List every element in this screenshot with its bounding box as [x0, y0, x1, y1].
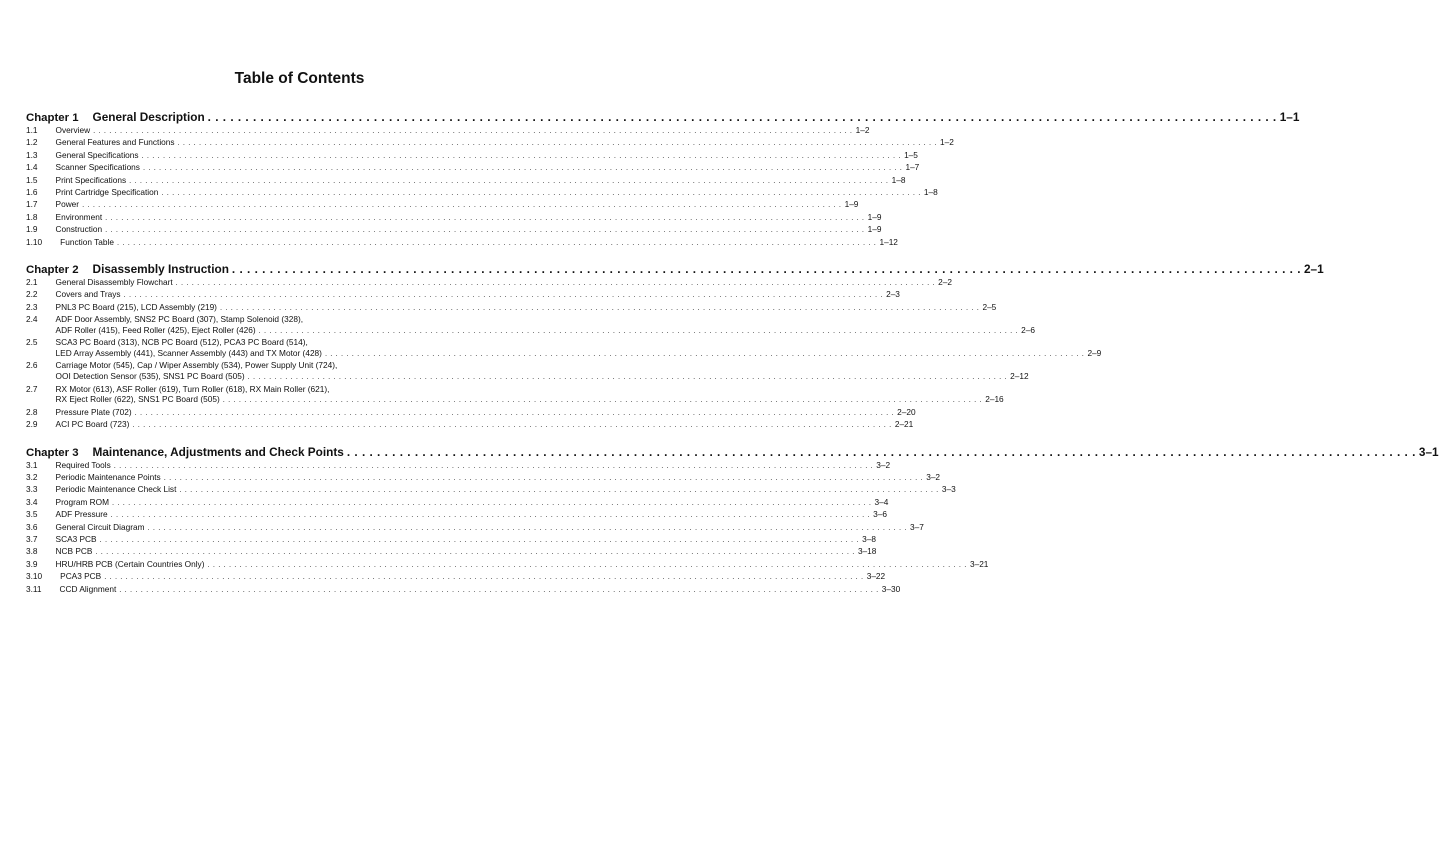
dot-leader [93, 126, 853, 135]
section-number: 2.6 [26, 360, 38, 371]
chapter-heading[interactable] [26, 110, 1300, 124]
section-line [56, 348, 1102, 360]
section-title: ADF Roller (415), Feed Roller (425), Eject Roller (426) [55, 324, 256, 335]
section-number: 2.9 [26, 419, 38, 430]
chapter-page-number: 2–1 [1303, 261, 1324, 276]
section-line [56, 484, 956, 494]
section-page-number: 3–2 [926, 472, 941, 482]
section-body [56, 522, 924, 532]
toc-entry[interactable] [26, 558, 989, 571]
dot-leader [143, 163, 903, 172]
chapter-page-number: 1–1 [1279, 110, 1300, 124]
section-title: OOI Detection Sensor (535), SNS1 PC Board (505) [55, 371, 245, 382]
section-title: General Disassembly Flowchart [55, 276, 173, 287]
section-number: 2.5 [26, 337, 38, 348]
chapter-block [26, 110, 1300, 249]
dot-leader [223, 395, 983, 404]
toc-entry[interactable] [26, 224, 882, 236]
dot-leader [161, 188, 921, 197]
section-title: RX Eject Roller (622), SNS1 PC Board (505) [55, 394, 220, 405]
section-body [56, 460, 891, 470]
dot-leader [111, 510, 871, 519]
section-body [56, 534, 876, 544]
section-number: 2.3 [26, 301, 38, 312]
section-line [56, 175, 906, 185]
section-page-number: 1–7 [905, 162, 920, 173]
dot-leader [132, 420, 892, 429]
toc-entry[interactable] [26, 419, 914, 431]
dot-leader [164, 473, 924, 482]
section-title: ACI PC Board (723) [55, 419, 130, 430]
section-title: Scanner Specifications [55, 162, 140, 173]
section-line [56, 559, 989, 569]
dot-leader [220, 303, 980, 312]
dot-leader [176, 278, 936, 287]
section-number: 1.7 [26, 199, 38, 210]
section-line [56, 522, 924, 532]
dot-leader [208, 110, 1277, 124]
toc-entry[interactable] [26, 211, 882, 224]
section-page-number: 3–3 [941, 484, 956, 495]
section-page-number: 1–2 [940, 137, 954, 148]
toc-entry[interactable] [26, 199, 859, 211]
dot-leader [259, 326, 1019, 335]
chapter-page-number: 3–1 [1418, 444, 1439, 459]
section-page-number: 1–8 [891, 174, 906, 185]
section-number: 1.8 [26, 211, 38, 222]
section-line [56, 289, 900, 299]
section-number: 3.6 [26, 521, 38, 532]
chapter-heading[interactable] [26, 261, 1324, 276]
section-line [56, 419, 914, 429]
section-page-number: 3–30 [881, 583, 901, 594]
dot-leader [100, 535, 860, 544]
section-title: HRU/HRB PCB (Certain Countries Only) [55, 558, 205, 569]
section-page-number: 1–12 [879, 236, 898, 247]
section-body [56, 162, 920, 172]
dot-leader [105, 225, 865, 234]
toc-entry[interactable] [26, 174, 906, 187]
toc-entry[interactable] [26, 406, 916, 419]
section-line [56, 394, 1004, 406]
dot-leader [104, 572, 864, 581]
section-number: 1.3 [26, 149, 38, 160]
section-number: 3.11 [26, 583, 42, 594]
section-body [56, 384, 1004, 407]
section-title: Program ROM [55, 496, 110, 507]
section-title-line: RX Motor (613), ASF Roller (619), Turn Roller (618), RX Main Roller (621), [55, 383, 330, 394]
section-line [56, 546, 877, 556]
dot-leader [82, 200, 842, 209]
dot-leader [105, 213, 865, 222]
section-number: 3.9 [26, 558, 38, 569]
section-page-number: 2–21 [894, 419, 914, 430]
section-number: 3.8 [26, 546, 38, 557]
chapter-label: Chapter 2 [26, 263, 79, 276]
section-page-number: 3–2 [876, 459, 891, 470]
dot-leader [178, 138, 938, 147]
dot-leader [112, 498, 872, 507]
toc-entry[interactable] [26, 509, 887, 521]
section-title: Covers and Trays [55, 289, 121, 300]
section-line [56, 407, 916, 417]
section-number: 2.2 [26, 289, 38, 300]
section-page-number: 1–8 [923, 186, 938, 197]
toc-entry[interactable] [26, 533, 876, 546]
chapter-heading[interactable] [26, 444, 1439, 459]
toc-entry[interactable] [26, 162, 920, 174]
chapter-block [26, 261, 1324, 432]
section-body [56, 212, 882, 222]
section-line [56, 509, 887, 519]
section-title: Periodic Maintenance Points [55, 472, 161, 482]
dot-leader [142, 151, 902, 160]
section-line [56, 199, 859, 209]
toc-entry[interactable] [26, 360, 1029, 383]
section-body [60, 571, 885, 581]
chapter-title: General Description [92, 110, 205, 124]
section-body [56, 289, 900, 299]
section-body [56, 302, 997, 312]
section-body [56, 509, 887, 519]
dot-leader [95, 547, 855, 556]
section-number: 3.7 [26, 533, 38, 544]
toc-entry[interactable] [26, 125, 870, 137]
section-number: 2.8 [26, 406, 38, 417]
section-title: Periodic Maintenance Check List [55, 484, 177, 495]
section-title: General Specifications [55, 149, 139, 160]
chapter-block [26, 444, 1439, 596]
section-page-number: 2–5 [982, 301, 997, 312]
section-page-number: 2–2 [938, 276, 953, 287]
section-number: 1.6 [26, 186, 38, 197]
section-number: 2.4 [26, 314, 38, 325]
section-number: 3.4 [26, 496, 38, 507]
section-line [56, 497, 889, 507]
section-line [56, 277, 952, 287]
dot-leader [119, 585, 879, 594]
section-number: 1.1 [26, 125, 38, 135]
section-body [56, 497, 889, 507]
section-title: Construction [55, 224, 103, 235]
section-number: 1.5 [26, 174, 38, 185]
section-body [56, 484, 956, 494]
dot-leader [129, 176, 889, 185]
toc-entry[interactable] [26, 137, 954, 149]
section-line [56, 162, 920, 172]
section-body [56, 224, 882, 234]
section-line [56, 212, 882, 222]
section-page-number: 3–22 [866, 571, 886, 582]
section-number: 3.5 [26, 509, 38, 520]
toc-entry[interactable] [26, 337, 1102, 360]
section-page-number: 3–7 [910, 521, 924, 532]
section-title: PCA3 PCB [60, 571, 102, 582]
section-body [60, 584, 901, 594]
section-line [56, 325, 1035, 337]
section-title-line: ADF Door Assembly, SNS2 PC Board (307), Stamp Solenoid (328), [55, 314, 304, 325]
section-title-line: SCA3 PC Board (313), NCB PC Board (512), PCA3 PC Board (514), [55, 337, 308, 348]
section-body [56, 559, 989, 569]
section-title: PNL3 PC Board (215), LCD Assembly (219) [55, 301, 217, 312]
section-number: 1.10 [26, 236, 43, 247]
section-line [56, 460, 891, 470]
section-body [56, 150, 918, 160]
section-title: Function Table [60, 236, 114, 247]
toc-entry[interactable] [26, 472, 941, 484]
section-title: CCD Alignment [59, 583, 117, 594]
section-line [56, 472, 941, 482]
section-title: Environment [55, 211, 103, 222]
section-title: General Features and Functions [55, 137, 175, 148]
section-line [56, 302, 997, 312]
section-page-number: 1–5 [904, 149, 918, 160]
section-body [56, 187, 938, 197]
toc-entry[interactable] [26, 383, 1004, 407]
dot-leader [117, 238, 877, 247]
section-page-number: 2–16 [985, 394, 1004, 405]
section-page-number: 2–12 [1010, 371, 1029, 382]
dot-leader [135, 408, 895, 417]
dot-leader [232, 262, 1301, 276]
section-page-number: 1–9 [867, 211, 882, 222]
toc-entry[interactable] [26, 521, 924, 534]
section-page-number: 3–6 [873, 509, 887, 520]
toc-entry[interactable] [26, 571, 886, 583]
section-number: 2.7 [26, 383, 38, 394]
toc-entry[interactable] [26, 236, 898, 249]
section-line [56, 150, 918, 160]
toc-entry[interactable] [26, 149, 918, 162]
chapter-title: Maintenance, Adjustments and Check Points [92, 444, 344, 459]
section-number: 2.1 [26, 276, 38, 287]
section-page-number: 2–20 [897, 406, 916, 417]
section-body [56, 337, 1102, 360]
page-title: Table of Contents [234, 70, 365, 87]
section-title: Print Specifications [55, 174, 127, 185]
section-title: General Circuit Diagram [55, 521, 145, 532]
chapter-label: Chapter 3 [26, 446, 79, 459]
toc-entry[interactable] [26, 314, 1036, 337]
section-body [56, 137, 954, 147]
section-number: 1.4 [26, 162, 38, 173]
section-title: Power [55, 199, 80, 210]
section-line [56, 371, 1029, 383]
dot-leader [207, 560, 967, 569]
section-body [60, 237, 898, 247]
dot-leader [179, 485, 939, 494]
dot-leader [148, 523, 908, 532]
section-page-number: 1–9 [844, 199, 859, 210]
section-title: LED Array Assembly (441), Scanner Assembly (443) and TX Motor (428) [55, 348, 322, 359]
toc-entry[interactable] [26, 301, 997, 314]
dot-leader [114, 461, 874, 470]
dot-leader [248, 372, 1008, 381]
section-page-number: 2–9 [1087, 348, 1102, 359]
section-number: 1.2 [26, 137, 38, 148]
section-page-number: 3–21 [969, 558, 989, 569]
section-page-number: 2–3 [886, 289, 900, 300]
section-body [56, 175, 906, 185]
table-of-contents [26, 110, 1439, 609]
section-body [56, 472, 941, 482]
toc-entry[interactable] [26, 459, 891, 472]
section-body [56, 360, 1029, 383]
toc-entry[interactable] [26, 583, 901, 596]
section-body [56, 419, 914, 429]
chapter-title: Disassembly Instruction [92, 261, 229, 276]
section-page-number: 3–18 [857, 546, 877, 557]
section-line [56, 534, 876, 544]
section-title: Overview [55, 125, 91, 135]
dot-leader [124, 290, 884, 299]
section-line [60, 571, 885, 581]
section-line [60, 237, 898, 247]
section-title-line: Carriage Motor (545), Cap / Wiper Assembly (534), Power Supply Unit (724), [55, 360, 338, 371]
toc-entry[interactable] [26, 276, 953, 289]
section-title: ADF Pressure [55, 509, 108, 520]
section-number: 3.3 [26, 484, 38, 495]
section-page-number: 3–4 [874, 496, 889, 507]
section-number: 1.9 [26, 224, 38, 235]
section-title: Print Cartridge Specification [55, 186, 159, 197]
section-title: Pressure Plate (702) [55, 406, 132, 417]
section-title: NCB PCB [55, 546, 93, 557]
toc-entry[interactable] [26, 496, 889, 509]
section-title: Required Tools [55, 459, 111, 470]
toc-entry[interactable] [26, 186, 938, 199]
section-page-number: 1–9 [867, 224, 882, 235]
chapter-label: Chapter 1 [26, 112, 79, 124]
section-line [56, 224, 882, 234]
section-title: SCA3 PCB [55, 533, 97, 544]
toc-entry[interactable] [26, 289, 900, 301]
section-line [56, 137, 954, 147]
section-body [56, 314, 1035, 337]
section-body [56, 407, 916, 417]
dot-leader [347, 445, 1416, 459]
section-body [56, 277, 952, 287]
section-line [56, 187, 938, 197]
section-body [56, 546, 877, 556]
section-line [60, 584, 901, 594]
section-body [56, 125, 870, 135]
dot-leader [325, 349, 1085, 358]
section-line [56, 125, 870, 135]
section-number: 3.1 [26, 459, 38, 470]
section-page-number: 2–6 [1021, 324, 1036, 335]
section-body [56, 199, 859, 209]
section-page-number: 1–2 [855, 125, 870, 135]
section-page-number: 3–8 [862, 533, 876, 544]
section-number: 3.2 [26, 472, 38, 482]
toc-entry[interactable] [26, 484, 956, 496]
section-number: 3.10 [26, 571, 43, 582]
toc-entry[interactable] [26, 546, 877, 558]
